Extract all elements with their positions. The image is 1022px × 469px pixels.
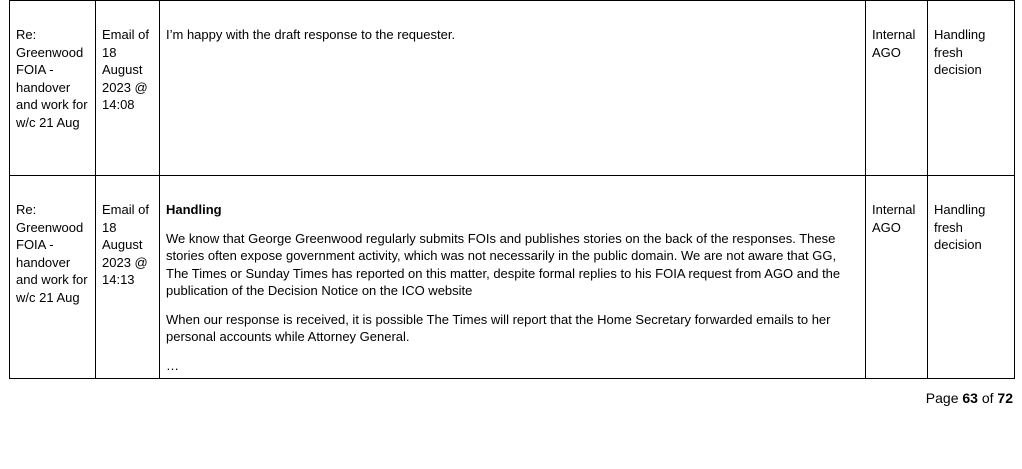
section-heading: Handling [166,202,222,217]
source-cell: Internal AGO [866,176,928,379]
category-cell: Handling fresh decision [928,1,1015,176]
source-cell: Internal AGO [866,1,928,176]
table-row [10,1,1015,176]
page-total: 72 [997,390,1013,406]
table-row [10,176,1015,379]
date-cell: Email of 18 August 2023 @ 14:13 [96,176,160,379]
ellipsis: … [166,357,179,373]
page-current: 63 [962,390,978,406]
subject-cell: Re: Greenwood FOIA - handover and work for w/c 21 Aug [10,1,96,176]
page-of: of [977,390,998,406]
date-cell: Email of 18 August 2023 @ 14:08 [96,1,160,176]
subject-cell: Re: Greenwood FOIA - handover and work for w/c 21 Aug [10,176,96,379]
body-cell [160,176,866,379]
body-paragraph: We know that George Greenwood regularly submits FOIs and publishes stories on the back of the responses. These stories often expose government activity, which was not necessarily in the public domain. We are not aware that GG, The Times or Sunday Times has reported on this matter, despite formal replies to his FOIA request from AGO and the publication of the Decision Notice on the ICO website [166,230,841,298]
page-number [926,390,1013,406]
category-cell: Handling fresh decision [928,176,1015,379]
body-text: I’m happy with the draft response to the requester. [166,27,456,42]
document-table [9,0,1015,379]
body-cell [160,1,866,176]
body-paragraph: When our response is received, it is possible The Times will report that the Home Secretary forwarded emails to her personal accounts while Attorney General. [166,311,831,344]
page-prefix: Page [925,390,963,406]
